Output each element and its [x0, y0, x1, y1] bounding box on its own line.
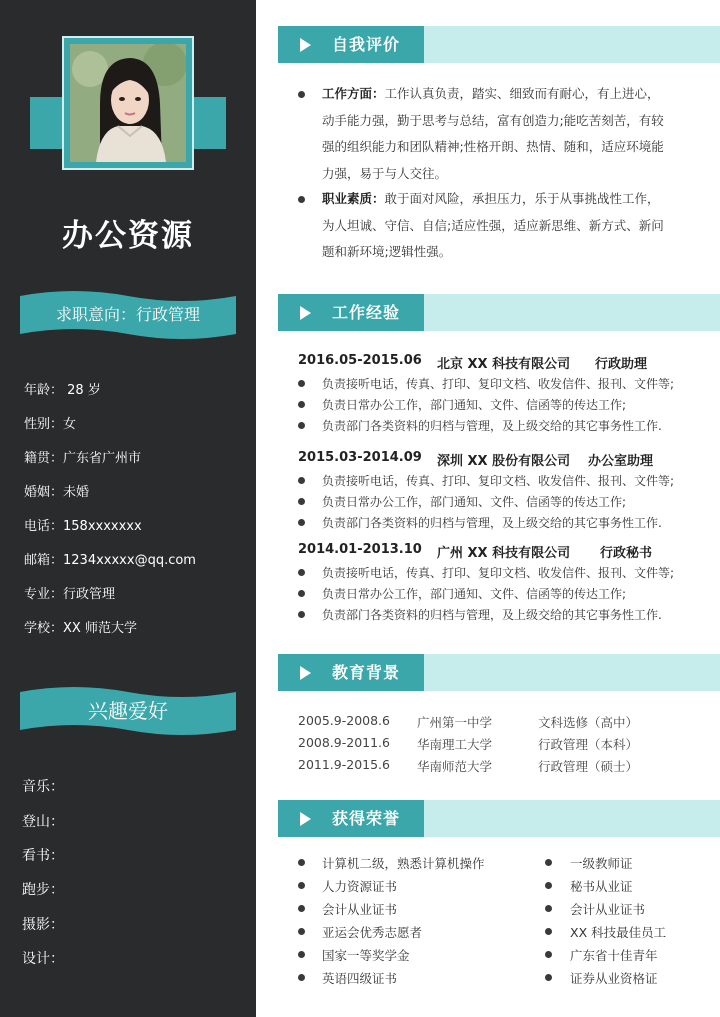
bullet-icon: [545, 974, 552, 981]
section-title: 获得荣誉: [332, 809, 401, 828]
honor-item: 一级教师证: [570, 856, 633, 871]
self-eval-item: 职业素质：敢于面对风险，承担压力，乐于从事挑战性工作，为人坦诚、守信、自信;适应性强，适应新思维、新方式、新问题和新环境;逻辑性强。: [322, 191, 664, 259]
hobby-item: 登山：: [22, 814, 64, 830]
section-title: 自我评价: [332, 35, 401, 54]
edu-school: 华南师范大学: [417, 759, 493, 774]
triangle-icon: [300, 812, 311, 826]
info-age: 年龄： 28 岁: [24, 383, 101, 398]
hobby-item: 设计：: [22, 951, 64, 967]
info-school: 学校：XX 师范大学: [24, 621, 137, 636]
job-duty: 负责部门各类资料的归档与管理，及上级交给的其它事务性工作.: [322, 608, 662, 622]
hobbies-ribbon: [20, 686, 236, 736]
avatar-frame: [62, 36, 194, 170]
candidate-name: 办公资源: [62, 218, 194, 254]
hobby-item: 看书：: [22, 848, 64, 864]
triangle-icon: [300, 666, 311, 680]
job-intention-text: 求职意向：行政管理: [55, 305, 200, 324]
job-position: 办公室助理: [588, 454, 654, 469]
bullet-icon: [298, 974, 305, 981]
section-header-self-eval: [278, 26, 424, 63]
honor-item: 证券从业资格证: [570, 971, 658, 986]
info-marital: 婚姻：未婚: [24, 485, 90, 500]
section-header-honors: [278, 800, 424, 837]
edu-period: 2011.9-2015.6: [298, 757, 390, 772]
hobby-item: 跑步：: [22, 882, 64, 898]
bullet-icon: [298, 91, 305, 98]
avatar: [70, 44, 186, 162]
honor-item: 国家一等奖学金: [322, 948, 410, 963]
edu-major: 行政管理（本科）: [538, 737, 639, 752]
bullet-icon: [298, 951, 305, 958]
job-duty: 负责部门各类资料的归档与管理，及上级交给的其它事务性工作.: [322, 419, 662, 433]
bullet-icon: [298, 905, 305, 912]
bullet-icon: [545, 859, 552, 866]
bullet-icon: [298, 498, 305, 505]
triangle-icon: [300, 306, 311, 320]
job-intention-ribbon: [20, 290, 236, 340]
info-phone: 电话：158xxxxxxx: [24, 519, 142, 534]
honor-item: 会计从业证书: [322, 902, 398, 917]
job-company: 广州 XX 科技有限公司: [437, 546, 571, 561]
bullet-icon: [545, 905, 552, 912]
edu-period: 2005.9-2008.6: [298, 713, 390, 728]
bullet-icon: [298, 477, 305, 484]
edu-major: 行政管理（硕士）: [538, 759, 639, 774]
job-duty: 负责部门各类资料的归档与管理，及上级交给的其它事务性工作.: [322, 516, 662, 530]
job-company: 北京 XX 科技有限公司: [437, 357, 571, 372]
job-period: 2014.01-2013.10: [298, 542, 422, 557]
job-duty: 负责日常办公工作，部门通知、文件、信函等的传达工作;: [322, 587, 627, 601]
honor-item: 广东省十佳青年: [570, 948, 658, 963]
job-duty: 负责接听电话，传真、打印、复印文档、收发信件、报刊、文件等;: [322, 474, 675, 488]
info-email: 邮箱：1234xxxxx@qq.com: [24, 553, 196, 568]
job-period: 2015.03-2014.09: [298, 450, 422, 465]
job-duty: 负责接听电话，传真、打印、复印文档、收发信件、报刊、文件等;: [322, 566, 675, 580]
job-duty: 负责日常办公工作，部门通知、文件、信函等的传达工作;: [322, 495, 627, 509]
edu-school: 广州第一中学: [417, 715, 493, 730]
bullet-icon: [298, 519, 305, 526]
bullet-icon: [545, 928, 552, 935]
hobby-item: 音乐：: [22, 779, 64, 795]
bullet-icon: [298, 859, 305, 866]
edu-school: 华南理工大学: [417, 737, 493, 752]
job-duty: 负责日常办公工作，部门通知、文件、信函等的传达工作;: [322, 398, 627, 412]
bullet-icon: [298, 569, 305, 576]
bullet-icon: [298, 928, 305, 935]
job-period: 2016.05-2015.06: [298, 353, 422, 368]
job-duty: 负责接听电话，传真、打印、复印文档、收发信件、报刊、文件等;: [322, 377, 675, 391]
section-header-work: [278, 294, 424, 331]
info-hometown: 籍贯：广东省广州市: [24, 451, 142, 466]
edu-period: 2008.9-2011.6: [298, 735, 390, 750]
triangle-icon: [300, 38, 311, 52]
bullet-icon: [298, 380, 305, 387]
honor-item: 秘书从业证: [570, 879, 633, 894]
bullet-icon: [298, 611, 305, 618]
bullet-icon: [545, 951, 552, 958]
bullet-icon: [298, 590, 305, 597]
hobbies-title: 兴趣爱好: [88, 699, 168, 723]
hobby-item: 摄影：: [22, 917, 64, 933]
honor-item: 人力资源证书: [322, 879, 398, 894]
section-title: 教育背景: [332, 663, 401, 682]
section-header-education: [278, 654, 424, 691]
honor-item: 计算机二级，熟悉计算机操作: [322, 856, 485, 871]
info-major: 专业：行政管理: [24, 587, 116, 602]
job-company: 深圳 XX 股份有限公司: [437, 454, 571, 469]
job-position: 行政秘书: [600, 546, 653, 561]
info-gender: 性别：女: [24, 417, 77, 432]
honor-item: 亚运会优秀志愿者: [322, 925, 423, 940]
honor-item: XX 科技最佳员工: [570, 925, 667, 940]
self-eval-item: 工作方面：工作认真负责，踏实、细致而有耐心，有上进心，动手能力强，勤于思考与总结，富有创造力;能吃苦刻苦，有较强的组织能力和团队精神;性格开朗、热情、随和，适应环境能力强，易于与人交往。: [322, 86, 664, 181]
section-title: 工作经验: [332, 303, 401, 322]
bullet-icon: [545, 882, 552, 889]
honor-item: 会计从业证书: [570, 902, 646, 917]
sidebar: [0, 0, 256, 1017]
honor-item: 英语四级证书: [322, 971, 398, 986]
job-position: 行政助理: [595, 357, 648, 372]
bullet-icon: [298, 196, 305, 203]
bullet-icon: [298, 882, 305, 889]
edu-major: 文科选修（高中）: [538, 715, 639, 730]
bullet-icon: [298, 401, 305, 408]
bullet-icon: [298, 422, 305, 429]
